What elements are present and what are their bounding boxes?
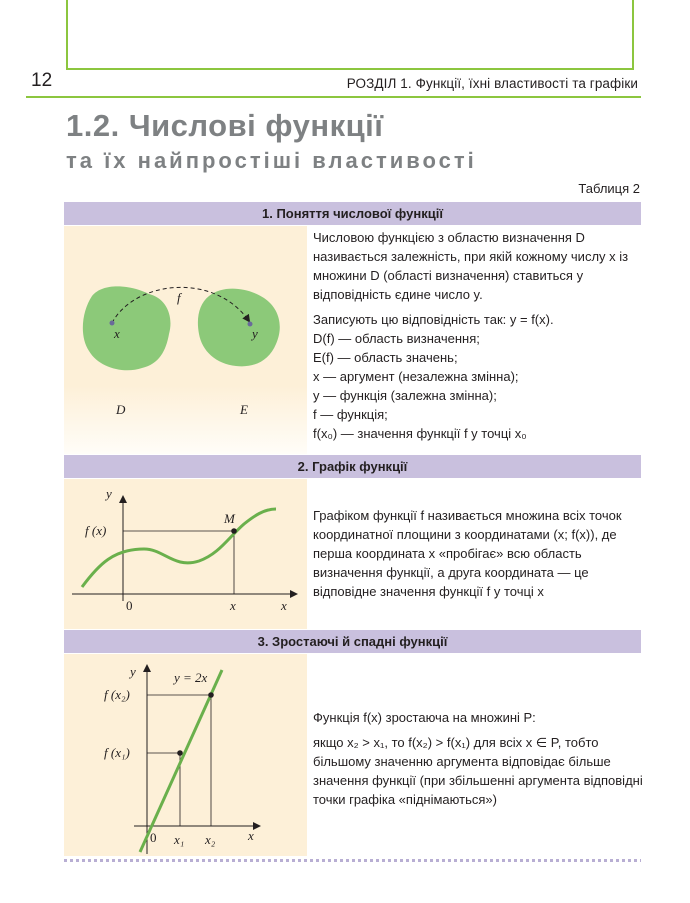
item-range: E(f) — область значень; xyxy=(313,350,458,365)
set-e-shape xyxy=(198,289,280,367)
section-3-diagram xyxy=(64,654,307,856)
running-header: РОЗДІЛ 1. Функції, їхні властивості та графіки xyxy=(346,76,638,91)
section-3-text xyxy=(313,708,643,809)
bottom-dotted-divider xyxy=(64,859,641,862)
page-number: 12 xyxy=(31,70,53,91)
section-1-text xyxy=(313,228,643,443)
increasing-statement: Функція f(x) зростаюча на множині P: xyxy=(313,710,536,725)
label-fx: f (x) xyxy=(85,523,107,538)
point-x xyxy=(110,321,115,326)
increasing-function-graph xyxy=(64,654,307,856)
graph-definition: Графіком функції f називається множина всіх точок координатної площини з координатами (x; f(x)), де перша координата x «пробігає» всю область визначення функції, а друга координата — це відповідне значення функції f у точці x xyxy=(313,508,622,599)
label-fx2: f (x₂) xyxy=(104,687,130,702)
top-frame-right xyxy=(632,0,634,70)
section-3-heading: 3. Зростаючі й спадні функції xyxy=(64,630,641,653)
label-set-d: D xyxy=(116,402,126,417)
increasing-condition: якщо x₂ > x₁, то f(x₂) > f(x₁) для всіх x ∈ P, тобто більшому значенню аргумента відповідає більше значення функції (при збільшенні аргумента відповідні точки графіка «піднімаються») xyxy=(313,735,643,807)
axis-label-y: y xyxy=(130,664,136,679)
item-argument: x — аргумент (незалежна змінна); xyxy=(313,369,519,384)
axis-label-y: y xyxy=(106,486,112,501)
label-x1: x₁ xyxy=(174,832,185,847)
section-2-diagram xyxy=(64,479,307,629)
label-y: y xyxy=(252,326,258,341)
label-f: f xyxy=(177,290,181,305)
label-x2: x₂ xyxy=(205,832,216,847)
label-origin: 0 xyxy=(126,598,133,613)
notation-paragraph: Записують цю відповідність так: y = f(x). xyxy=(313,312,554,327)
label-set-e: E xyxy=(240,402,248,417)
axis-label-x: x xyxy=(281,598,287,613)
section-1-heading: 1. Поняття числової функції xyxy=(64,202,641,225)
definition-paragraph: Числовою функцією з областю визначення D називається залежність, при якій кожному числу x із множини D (області визначення) ставиться у відповідність єдине число y. xyxy=(313,230,629,302)
top-frame-left xyxy=(66,0,68,70)
section-title-line2: та їх найпростіші властивості xyxy=(66,148,477,173)
top-frame-bottom xyxy=(66,68,634,70)
function-graph xyxy=(64,479,307,629)
point-x2 xyxy=(208,692,214,698)
table-label: Таблиця 2 xyxy=(578,181,640,196)
axis-label-x: x xyxy=(248,828,254,843)
label-x: x xyxy=(114,326,120,341)
function-curve xyxy=(82,509,276,587)
section-2-heading: 2. Графік функції xyxy=(64,455,641,478)
label-fx1: f (x₁) xyxy=(104,745,130,760)
section-1-diagram xyxy=(64,226,307,454)
item-value: f(x₀) — значення функції f у точці x₀ xyxy=(313,426,527,441)
set-d-shape xyxy=(83,286,171,370)
item-function: f — функція; xyxy=(313,407,388,422)
mapping-diagram xyxy=(64,226,307,454)
item-domain: D(f) — область визначення; xyxy=(313,331,480,346)
label-x-tick: x xyxy=(230,598,236,613)
label-m: M xyxy=(224,511,235,526)
section-title-line1: 1.2. Числові функції xyxy=(66,108,384,143)
label-origin: 0 xyxy=(150,830,157,845)
label-equation: y = 2x xyxy=(174,670,208,685)
point-m xyxy=(231,528,237,534)
header-divider xyxy=(26,96,641,98)
section-2-text xyxy=(313,506,643,601)
point-x1 xyxy=(177,750,183,756)
item-function-var: y — функція (залежна змінна); xyxy=(313,388,497,403)
